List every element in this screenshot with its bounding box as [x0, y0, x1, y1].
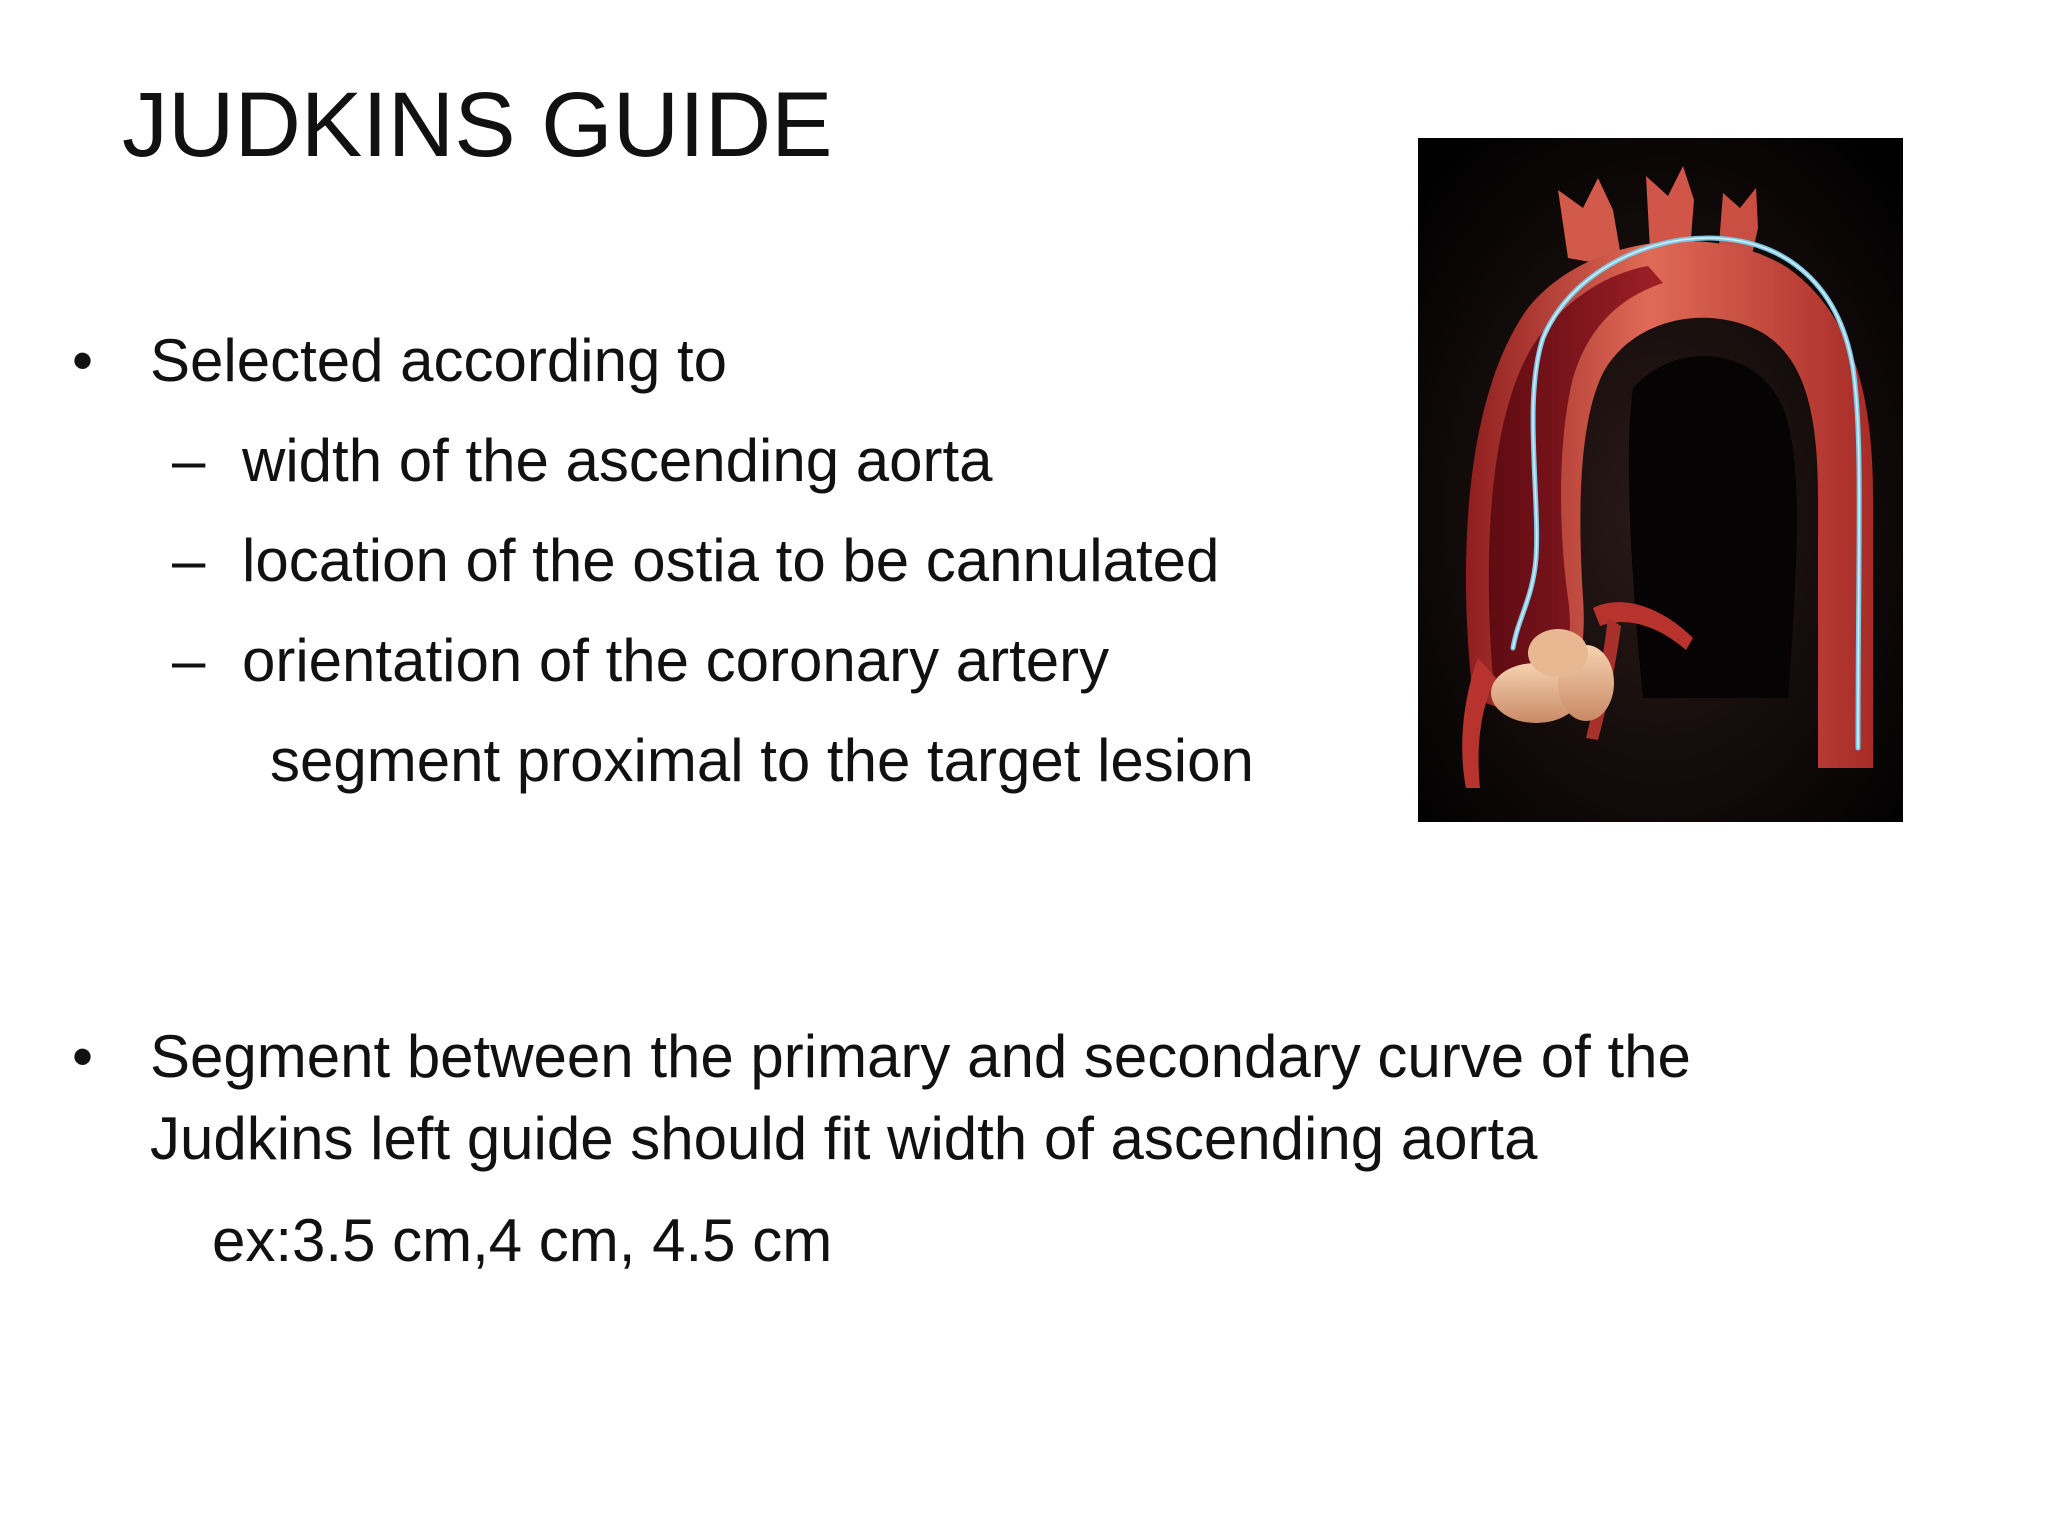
dash-icon: –	[172, 527, 206, 594]
bullet-2-line-2: Judkins left guide should fit width of ascending aorta	[150, 1105, 1538, 1172]
subitem-orientation: orientation of the coronary artery	[242, 627, 1110, 694]
bullet-1-text: Selected according to	[150, 327, 728, 394]
subitem-continuation: segment proximal to the target lesion	[270, 727, 1254, 794]
subitem-width: width of the ascending aorta	[242, 427, 993, 494]
arch-hollow	[1629, 356, 1797, 698]
dash-icon: –	[172, 627, 206, 694]
subitem-location: location of the ostia to be cannulated	[242, 527, 1220, 594]
bullet-2-line-1: Segment between the primary and secondary curve of the	[150, 1023, 1691, 1090]
slide-title: JUDKINS GUIDE	[122, 74, 833, 176]
dash-icon: –	[172, 427, 206, 494]
bullet-icon: •	[72, 327, 94, 394]
bullet-icon: •	[72, 1023, 94, 1090]
aorta-illustration	[1418, 138, 1903, 822]
example-values: ex:3.5 cm,4 cm, 4.5 cm	[212, 1207, 833, 1274]
aortic-arch-image	[1418, 138, 1903, 822]
valve-cusp	[1528, 629, 1588, 677]
